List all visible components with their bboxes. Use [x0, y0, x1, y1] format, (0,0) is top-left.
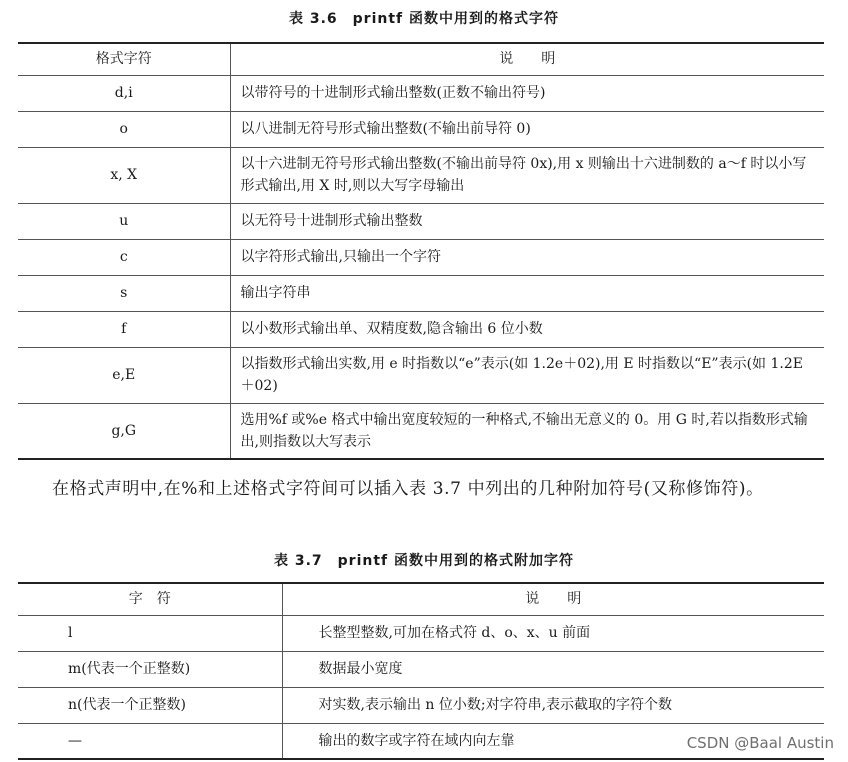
description-cell: 输出的数字或字符在域内向左靠 — [282, 723, 824, 759]
format-char-cell: o — [18, 111, 230, 147]
description-cell: 长整型整数,可加在格式符 d、o、x、u 前面 — [282, 615, 824, 651]
description-cell: 选用%f 或%e 格式中输出宽度较短的一种格式,不输出无意义的 0。用 G 时,若以指数形式输出,则指数以大写表示 — [230, 403, 824, 459]
description-cell: 以带符号的十进制形式输出整数(正数不输出符号) — [230, 75, 824, 111]
table-row — [18, 615, 824, 651]
body-paragraph: 在格式声明中,在%和上述格式字符间可以插入表 3.7 中列出的几种附加符号(又称修饰符)。 — [52, 479, 764, 499]
table-row — [18, 651, 824, 687]
table-row — [18, 311, 824, 347]
format-char-cell: s — [18, 275, 230, 311]
table-row — [18, 203, 824, 239]
description-cell: 以八进制无符号形式输出整数(不输出前导符 0) — [230, 111, 824, 147]
description-cell: 数据最小宽度 — [282, 651, 824, 687]
format-char-cell: c — [18, 239, 230, 275]
header-char: 字 符 — [18, 583, 282, 615]
header-format-char: 格式字符 — [18, 43, 230, 75]
table-row — [18, 147, 824, 203]
description-cell: 以十六进制无符号形式输出整数(不输出前导符 0x),用 x 则输出十六进制数的 a～f 时以小写形式输出,用 X 时,则以大写字母输出 — [230, 147, 824, 203]
table-3-7-caption: 表 3.7 printf 函数中用到的格式附加字符 — [273, 553, 575, 569]
description-cell: 以字符形式输出,只输出一个字符 — [230, 239, 824, 275]
table-row — [18, 275, 824, 311]
format-char-cell: g,G — [18, 403, 230, 459]
format-char-cell: f — [18, 311, 230, 347]
table-row — [18, 347, 824, 403]
description-cell: 输出字符串 — [230, 275, 824, 311]
modifier-cell: l — [18, 615, 282, 651]
format-char-cell: d,i — [18, 75, 230, 111]
format-char-cell: x, X — [18, 147, 230, 203]
table-3-6-caption: 表 3.6 printf 函数中用到的格式字符 — [288, 11, 560, 27]
table-row — [18, 75, 824, 111]
modifier-cell: n(代表一个正整数) — [18, 687, 282, 723]
table-row — [18, 687, 824, 723]
description-cell: 以指数形式输出实数,用 e 时指数以“e”表示(如 1.2e＋02),用 E 时指数以“E”表示(如 1.2E＋02) — [230, 347, 824, 403]
description-cell: 以小数形式输出单、双精度数,隐含输出 6 位小数 — [230, 311, 824, 347]
header-description: 说 明 — [230, 43, 824, 75]
table-row — [18, 403, 824, 459]
table-row — [18, 239, 824, 275]
description-cell: 对实数,表示输出 n 位小数;对字符串,表示截取的字符个数 — [282, 687, 824, 723]
header-description: 说 明 — [282, 583, 824, 615]
format-char-cell: e,E — [18, 347, 230, 403]
watermark: CSDN @Baal Austin — [686, 734, 834, 752]
format-char-cell: u — [18, 203, 230, 239]
table-row — [18, 111, 824, 147]
format-chars-table — [18, 42, 824, 460]
modifier-cell: m(代表一个正整数) — [18, 651, 282, 687]
description-cell: 以无符号十进制形式输出整数 — [230, 203, 824, 239]
modifier-cell: — — [18, 723, 282, 759]
